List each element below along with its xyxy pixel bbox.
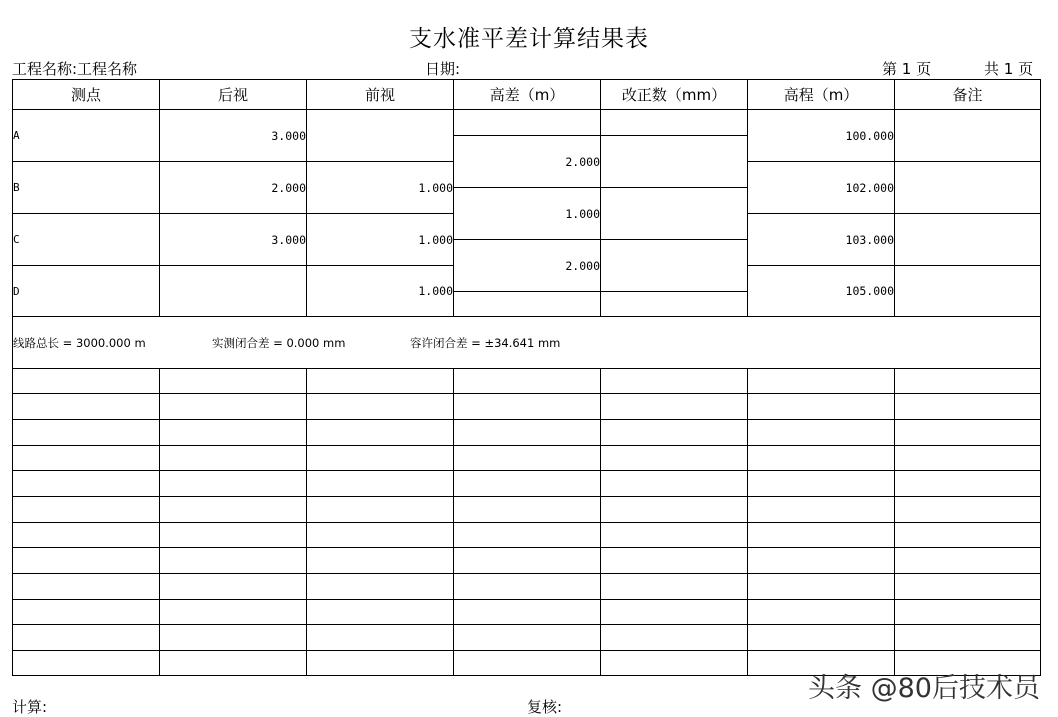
empty-cell — [601, 651, 748, 676]
elevation: 100.000 — [748, 110, 895, 162]
empty-cell — [13, 574, 160, 600]
empty-cell — [160, 420, 307, 446]
column-header: 高差（m） — [454, 80, 601, 110]
empty-cell — [895, 497, 1041, 523]
empty-cell — [895, 548, 1041, 574]
empty-cell — [601, 446, 748, 471]
blank-row — [13, 574, 1041, 600]
empty-cell — [601, 369, 748, 394]
empty-cell — [601, 548, 748, 574]
empty-cell — [307, 600, 454, 625]
empty-cell — [601, 625, 748, 651]
back-sight: 2.000 — [160, 162, 307, 214]
empty-cell — [895, 600, 1041, 625]
remark — [895, 110, 1041, 162]
blank-row — [13, 600, 1041, 625]
empty-cell — [13, 497, 160, 523]
empty-cell — [748, 394, 895, 420]
column-header: 前视 — [307, 80, 454, 110]
correction — [601, 188, 748, 240]
date-label: 日期: — [425, 60, 461, 78]
empty-cell — [160, 651, 307, 676]
page-current: 第 1 页 — [882, 60, 932, 78]
empty-cell — [160, 574, 307, 600]
empty-cell — [13, 369, 160, 394]
back-sight: 3.000 — [160, 110, 307, 162]
empty-cell — [13, 446, 160, 471]
empty-cell — [454, 420, 601, 446]
blank-row — [13, 497, 1041, 523]
point-name: B — [13, 162, 160, 214]
empty-cell — [454, 523, 601, 548]
empty-cell — [160, 394, 307, 420]
empty-cell — [13, 420, 160, 446]
allowed-closure: 容许闭合差 = ±34.641 mm — [410, 335, 561, 350]
empty-cell — [895, 420, 1041, 446]
empty-cell — [748, 471, 895, 497]
empty-cell — [454, 446, 601, 471]
empty-cell — [454, 625, 601, 651]
route-length: 线路总长 = 3000.000 m — [13, 335, 146, 350]
blank-row — [13, 548, 1041, 574]
empty-cell — [160, 497, 307, 523]
column-header: 改正数（mm） — [601, 80, 748, 110]
empty-cell — [895, 523, 1041, 548]
empty-cell — [748, 600, 895, 625]
remark — [895, 266, 1041, 317]
empty-cell — [13, 523, 160, 548]
page-total: 共 1 页 — [984, 60, 1034, 78]
empty-cell — [160, 625, 307, 651]
empty-cell — [307, 369, 454, 394]
empty-cell — [454, 651, 601, 676]
fore-sight: 1.000 — [307, 162, 454, 214]
fore-sight: 1.000 — [307, 266, 454, 317]
project-name: 工程名称:工程名称 — [12, 60, 138, 78]
empty-cell — [13, 471, 160, 497]
summary-cell — [13, 317, 1041, 369]
summary-row — [13, 317, 1041, 369]
empty-cell — [748, 420, 895, 446]
elevation: 103.000 — [748, 214, 895, 266]
empty-cell — [601, 471, 748, 497]
measured-closure: 实测闭合差 = 0.000 mm — [212, 335, 346, 350]
blank-row — [13, 394, 1041, 420]
correction — [601, 240, 748, 292]
elevation: 105.000 — [748, 266, 895, 317]
empty-cell — [895, 394, 1041, 420]
point-name: A — [13, 110, 160, 162]
empty-cell — [895, 446, 1041, 471]
column-header: 测点 — [13, 80, 160, 110]
empty-cell — [454, 471, 601, 497]
table-row — [13, 110, 1041, 136]
empty-cell — [160, 446, 307, 471]
empty-cell — [13, 394, 160, 420]
table-header-row — [13, 80, 1041, 110]
remark — [895, 162, 1041, 214]
height-diff: 2.000 — [454, 240, 601, 292]
empty-cell — [454, 292, 601, 317]
empty-cell — [307, 471, 454, 497]
column-header: 后视 — [160, 80, 307, 110]
empty-cell — [895, 625, 1041, 651]
empty-cell — [748, 497, 895, 523]
results-table — [12, 79, 1041, 676]
empty-cell — [601, 523, 748, 548]
empty-cell — [160, 523, 307, 548]
height-diff: 1.000 — [454, 188, 601, 240]
empty-cell — [454, 548, 601, 574]
page-title: 支水准平差计算结果表 — [409, 26, 649, 52]
empty-cell — [601, 420, 748, 446]
empty-cell — [748, 523, 895, 548]
empty-cell — [160, 471, 307, 497]
empty-cell — [454, 497, 601, 523]
empty-cell — [454, 600, 601, 625]
height-diff: 2.000 — [454, 136, 601, 188]
remark — [895, 214, 1041, 266]
empty-cell — [895, 574, 1041, 600]
blank-rows — [13, 369, 1041, 676]
empty-cell — [748, 625, 895, 651]
empty-cell — [895, 369, 1041, 394]
empty-cell — [748, 574, 895, 600]
blank-row — [13, 523, 1041, 548]
empty-cell — [601, 394, 748, 420]
empty-cell — [748, 446, 895, 471]
point-name: D — [13, 266, 160, 317]
elevation: 102.000 — [748, 162, 895, 214]
empty-cell — [307, 523, 454, 548]
column-header: 高程（m） — [748, 80, 895, 110]
correction — [601, 136, 748, 188]
empty-cell — [601, 497, 748, 523]
back-sight — [160, 266, 307, 317]
blank-row — [13, 420, 1041, 446]
empty-cell — [307, 394, 454, 420]
empty-cell — [601, 110, 748, 136]
point-name: C — [13, 214, 160, 266]
empty-cell — [13, 548, 160, 574]
blank-row — [13, 446, 1041, 471]
empty-cell — [748, 369, 895, 394]
empty-cell — [454, 369, 601, 394]
empty-cell — [160, 369, 307, 394]
empty-cell — [748, 548, 895, 574]
empty-cell — [307, 420, 454, 446]
empty-cell — [307, 446, 454, 471]
empty-cell — [601, 574, 748, 600]
empty-cell — [454, 394, 601, 420]
empty-cell — [307, 574, 454, 600]
empty-cell — [160, 548, 307, 574]
blank-row — [13, 625, 1041, 651]
column-header: 备注 — [895, 80, 1041, 110]
empty-cell — [454, 574, 601, 600]
blank-row — [13, 471, 1041, 497]
empty-cell — [160, 600, 307, 625]
empty-cell — [601, 292, 748, 317]
back-sight: 3.000 — [160, 214, 307, 266]
empty-cell — [601, 600, 748, 625]
empty-cell — [307, 651, 454, 676]
blank-row — [13, 369, 1041, 394]
watermark: 头条 @80后技术员 — [808, 673, 1040, 704]
empty-cell — [307, 548, 454, 574]
empty-cell — [13, 600, 160, 625]
review-label: 复核: — [527, 698, 563, 716]
empty-cell — [13, 651, 160, 676]
fore-sight: 1.000 — [307, 214, 454, 266]
calc-label: 计算: — [12, 698, 48, 716]
empty-cell — [307, 497, 454, 523]
fore-sight — [307, 110, 454, 162]
empty-cell — [307, 625, 454, 651]
empty-cell — [895, 471, 1041, 497]
empty-cell — [454, 110, 601, 136]
empty-cell — [13, 625, 160, 651]
